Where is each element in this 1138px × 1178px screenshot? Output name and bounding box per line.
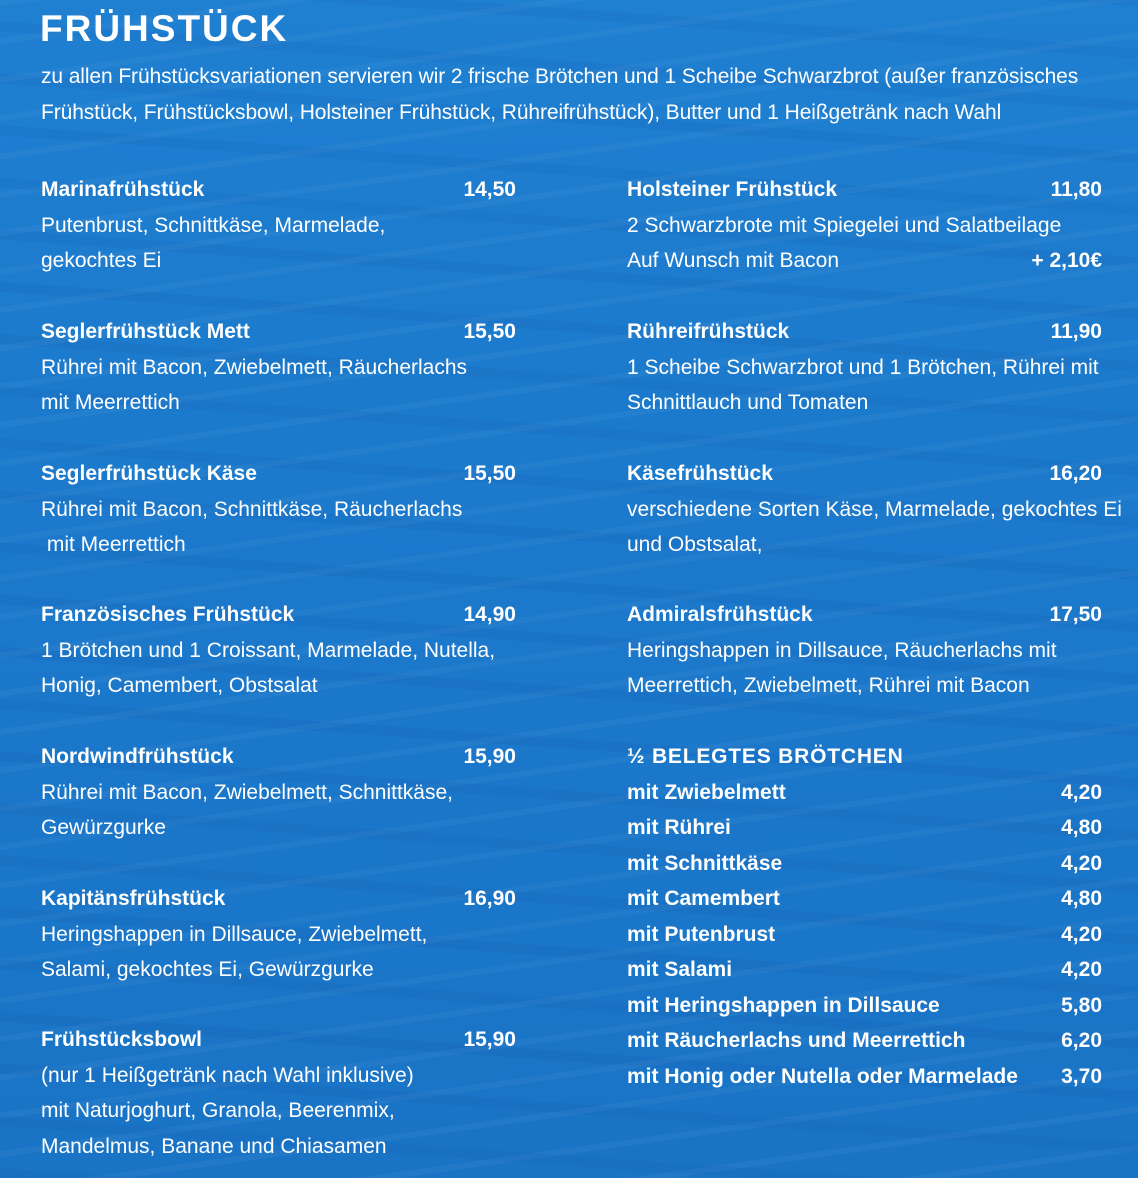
item-name: Seglerfrühstück Käse: [41, 462, 257, 485]
item-desc: (nur 1 Heißgetränk nach Wahl inklusive): [41, 1063, 414, 1087]
menu-item-fruehstuecksbowl: [41, 1022, 516, 1164]
item-price: 15,90: [463, 1028, 516, 1051]
item-name: Kapitänsfrühstück: [41, 887, 226, 910]
intro-line-2: Frühstück, Frühstücksbowl, Holsteiner Frühstück, Rühreifrühstück), Butter und 1 Heißgetränk nach Wahl: [41, 100, 1002, 124]
section-title: ½ BELEGTES BRÖTCHEN: [627, 745, 904, 768]
item-desc: Mandelmus, Banane und Chiasamen: [41, 1134, 387, 1158]
list-item: [627, 988, 1102, 1024]
item-name: Französisches Frühstück: [41, 603, 295, 626]
menu-item-marinafruehstueck: [41, 172, 516, 279]
item-name: Nordwindfrühstück: [41, 745, 234, 768]
menu-item-franzoesisches-fruehstueck: [41, 597, 516, 704]
intro-text: [41, 59, 1121, 130]
belegtes-broetchen-section: [627, 739, 1102, 1094]
item-desc: Meerrettich, Zwiebelmett, Rührei mit Bacon: [627, 674, 1030, 697]
item-desc: mit Meerrettich: [41, 391, 180, 414]
item-name: mit Putenbrust: [627, 922, 776, 946]
item-desc: verschiedene Sorten Käse, Marmelade, gekochtes Ei: [627, 497, 1122, 521]
item-price: 11,80: [1050, 178, 1102, 201]
item-price: 4,80: [1061, 816, 1102, 839]
list-item: [627, 775, 1102, 811]
item-price: 5,80: [1061, 993, 1102, 1017]
item-desc: Salami, gekochtes Ei, Gewürzgurke: [41, 958, 374, 981]
list-item: [627, 1059, 1102, 1095]
item-desc: Heringshappen in Dillsauce, Räucherlachs mit: [627, 638, 1057, 662]
item-name: Frühstücksbowl: [41, 1028, 203, 1051]
item-price: 14,90: [463, 603, 516, 626]
page-title: FRÜHSTÜCK: [40, 8, 289, 49]
item-name: mit Schnittkäse: [627, 851, 783, 875]
item-desc: Heringshappen in Dillsauce, Zwiebelmett,: [41, 922, 428, 946]
item-name: mit Salami: [627, 958, 733, 981]
list-item: [627, 881, 1102, 917]
item-desc: mit Naturjoghurt, Granola, Beerenmix,: [41, 1099, 395, 1122]
item-price: 4,20: [1061, 780, 1102, 804]
item-price: 15,90: [463, 745, 516, 768]
item-desc: Putenbrust, Schnittkäse, Marmelade,: [41, 213, 386, 237]
item-desc: 1 Scheibe Schwarzbrot und 1 Brötchen, Rührei mit: [627, 355, 1099, 379]
item-price: 16,90: [463, 887, 516, 910]
list-item: [627, 952, 1102, 988]
item-price: 6,20: [1061, 1029, 1102, 1052]
item-desc: Schnittlauch und Tomaten: [627, 391, 869, 414]
item-desc: 2 Schwarzbrote mit Spiegelei und Salatbeilage: [627, 213, 1062, 237]
menu-item-seglerfruehstueck-kaese: [41, 456, 516, 563]
menu-item-seglerfruehstueck-mett: [41, 314, 516, 421]
item-desc: Gewürzgurke: [41, 816, 166, 839]
item-price: 4,20: [1061, 958, 1102, 981]
item-price: 15,50: [463, 320, 516, 343]
item-name: mit Heringshappen in Dillsauce: [627, 993, 940, 1017]
menu-item-kapitaensfruehstueck: [41, 881, 516, 988]
list-item: [627, 1023, 1102, 1059]
intro-line-1: zu allen Frühstücksvariationen servieren wir 2 frische Brötchen und 1 Scheibe Schwarzbrot (außer französisches: [41, 65, 1079, 88]
item-name: Seglerfrühstück Mett: [41, 320, 250, 343]
item-name: mit Rührei: [627, 816, 731, 839]
list-item: [627, 810, 1102, 846]
list-item: [627, 846, 1102, 882]
item-desc: gekochtes Ei: [41, 249, 162, 272]
item-desc: und Obstsalat,: [627, 533, 763, 556]
item-name: Marinafrühstück: [41, 178, 205, 201]
menu-item-kaesefruehstueck: [627, 456, 1122, 563]
menu-item-admiralsfruehstueck: [627, 597, 1102, 704]
item-price: 17,50: [1049, 603, 1102, 626]
item-price: 16,20: [1049, 462, 1102, 485]
item-price: 15,50: [463, 462, 516, 485]
menu-item-ruehreifruehstueck: [627, 314, 1102, 421]
extra-option-label: Auf Wunsch mit Bacon: [627, 249, 840, 272]
item-price: 14,50: [463, 178, 516, 201]
item-name: Käsefrühstück: [627, 462, 773, 485]
item-desc: 1 Brötchen und 1 Croissant, Marmelade, Nutella,: [41, 638, 496, 662]
item-desc: Rührei mit Bacon, Zwiebelmett, Schnittkäse,: [41, 780, 454, 804]
item-desc: Rührei mit Bacon, Schnittkäse, Räucherlachs: [41, 497, 463, 521]
item-price: 11,90: [1050, 320, 1102, 343]
item-price: 4,80: [1061, 887, 1102, 910]
item-desc: mit Meerrettich: [41, 533, 186, 556]
menu-item-holsteiner-fruehstueck: [627, 172, 1102, 279]
menu-item-nordwindfruehstueck: [41, 739, 516, 846]
item-desc: Honig, Camembert, Obstsalat: [41, 674, 318, 697]
item-name: Holsteiner Frühstück: [627, 178, 838, 201]
item-name: mit Honig oder Nutella oder Marmelade: [627, 1064, 1018, 1088]
item-price: 3,70: [1061, 1064, 1102, 1088]
item-name: mit Zwiebelmett: [627, 780, 786, 804]
extra-option-price: + 2,10€: [1031, 249, 1102, 272]
item-price: 4,20: [1061, 851, 1102, 875]
list-item: [627, 917, 1102, 953]
item-name: Rühreifrühstück: [627, 320, 790, 343]
item-name: mit Räucherlachs und Meerrettich: [627, 1029, 966, 1052]
item-desc: Rührei mit Bacon, Zwiebelmett, Räucherlachs: [41, 355, 468, 379]
item-name: Admiralsfrühstück: [627, 603, 813, 626]
item-name: mit Camembert: [627, 887, 780, 910]
item-price: 4,20: [1061, 922, 1102, 946]
